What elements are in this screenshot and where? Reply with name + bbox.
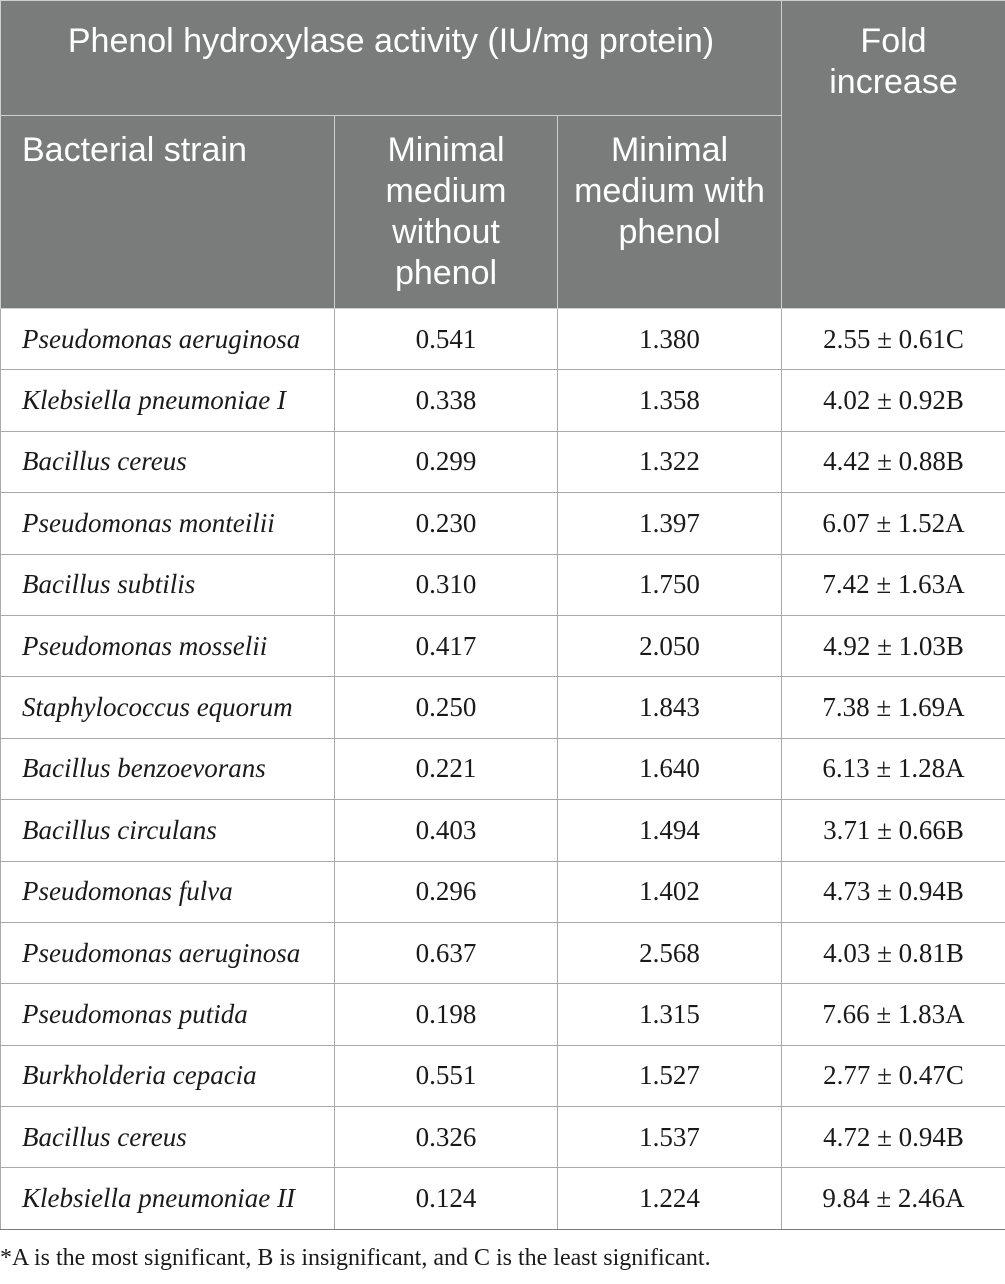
with-phenol-cell: 2.050 — [558, 615, 782, 676]
with-phenol-cell: 1.315 — [558, 984, 782, 1045]
without-phenol-cell: 0.338 — [335, 370, 558, 431]
strain-cell: Staphylococcus equorum — [1, 677, 335, 738]
without-phenol-cell: 0.551 — [335, 1045, 558, 1106]
fold-increase-cell: 7.66 ± 1.83A — [782, 984, 1005, 1045]
fold-increase-cell: 6.07 ± 1.52A — [782, 493, 1005, 554]
table-body — [1, 309, 1005, 1230]
with-phenol-cell: 1.358 — [558, 370, 782, 431]
fold-increase-cell: 2.77 ± 0.47C — [782, 1045, 1005, 1106]
strain-cell: Bacillus subtilis — [1, 554, 335, 615]
strain-cell: Burkholderia cepacia — [1, 1045, 335, 1106]
table-row — [1, 922, 1005, 983]
fold-increase-header: Fold increase — [782, 1, 1005, 309]
strain-cell: Bacillus cereus — [1, 431, 335, 492]
with-phenol-cell: 1.527 — [558, 1045, 782, 1106]
fold-increase-cell: 3.71 ± 0.66B — [782, 800, 1005, 861]
table-row — [1, 1107, 1005, 1168]
table-row — [1, 431, 1005, 492]
without-phenol-cell: 0.637 — [335, 922, 558, 983]
with-phenol-cell: 1.380 — [558, 309, 782, 370]
without-phenol-cell: 0.198 — [335, 984, 558, 1045]
strain-cell: Klebsiella pneumoniae I — [1, 370, 335, 431]
without-phenol-cell: 0.230 — [335, 493, 558, 554]
table-row — [1, 677, 1005, 738]
without-phenol-cell: 0.417 — [335, 615, 558, 676]
fold-increase-cell: 4.03 ± 0.81B — [782, 922, 1005, 983]
with-phenol-cell: 1.537 — [558, 1107, 782, 1168]
strain-cell: Bacillus cereus — [1, 1107, 335, 1168]
table-footnote: *A is the most significant, B is insignificant, and C is the least significant. — [0, 1245, 711, 1271]
with-phenol-cell: 1.322 — [558, 431, 782, 492]
strain-cell: Pseudomonas aeruginosa — [1, 922, 335, 983]
table-row — [1, 800, 1005, 861]
without-phenol-cell: 0.403 — [335, 800, 558, 861]
fold-increase-cell: 4.42 ± 0.88B — [782, 431, 1005, 492]
fold-increase-cell: 7.42 ± 1.63A — [782, 554, 1005, 615]
without-phenol-cell: 0.326 — [335, 1107, 558, 1168]
strain-cell: Pseudomonas fulva — [1, 861, 335, 922]
fold-increase-cell: 4.02 ± 0.92B — [782, 370, 1005, 431]
without-phenol-cell: 0.296 — [335, 861, 558, 922]
without-phenol-cell: 0.221 — [335, 738, 558, 799]
without-phenol-cell: 0.250 — [335, 677, 558, 738]
fold-increase-cell: 4.72 ± 0.94B — [782, 1107, 1005, 1168]
strain-cell: Pseudomonas putida — [1, 984, 335, 1045]
table-row — [1, 1045, 1005, 1106]
with-phenol-cell: 1.224 — [558, 1168, 782, 1229]
with-phenol-cell: 1.843 — [558, 677, 782, 738]
table-row — [1, 493, 1005, 554]
table-row — [1, 984, 1005, 1045]
fold-increase-cell: 2.55 ± 0.61C — [782, 309, 1005, 370]
fold-increase-cell: 4.92 ± 1.03B — [782, 615, 1005, 676]
table-row — [1, 738, 1005, 799]
without-phenol-cell: 0.310 — [335, 554, 558, 615]
with-phenol-cell: 2.568 — [558, 922, 782, 983]
without-phenol-cell: 0.541 — [335, 309, 558, 370]
with-phenol-cell: 1.402 — [558, 861, 782, 922]
table-row — [1, 615, 1005, 676]
with-phenol-header: Minimal medium with phenol — [558, 116, 782, 309]
without-phenol-header: Minimal medium without phenol — [335, 116, 558, 309]
table-row — [1, 1168, 1005, 1229]
table-row — [1, 554, 1005, 615]
strain-cell: Pseudomonas monteilii — [1, 493, 335, 554]
fold-increase-cell: 4.73 ± 0.94B — [782, 861, 1005, 922]
with-phenol-cell: 1.494 — [558, 800, 782, 861]
with-phenol-cell: 1.640 — [558, 738, 782, 799]
table-row — [1, 861, 1005, 922]
table-row — [1, 309, 1005, 370]
table-header — [1, 1, 1005, 309]
without-phenol-cell: 0.124 — [335, 1168, 558, 1229]
strain-cell: Klebsiella pneumoniae II — [1, 1168, 335, 1229]
fold-increase-cell: 7.38 ± 1.69A — [782, 677, 1005, 738]
with-phenol-cell: 1.750 — [558, 554, 782, 615]
without-phenol-cell: 0.299 — [335, 431, 558, 492]
strain-cell: Pseudomonas aeruginosa — [1, 309, 335, 370]
activity-group-header: Phenol hydroxylase activity (IU/mg protein) — [1, 1, 782, 116]
strain-cell: Bacillus benzoevorans — [1, 738, 335, 799]
fold-increase-cell: 6.13 ± 1.28A — [782, 738, 1005, 799]
strain-cell: Bacillus circulans — [1, 800, 335, 861]
strain-cell: Pseudomonas mosselii — [1, 615, 335, 676]
table-row — [1, 370, 1005, 431]
with-phenol-cell: 1.397 — [558, 493, 782, 554]
fold-increase-cell: 9.84 ± 2.46A — [782, 1168, 1005, 1229]
bacterial-strain-header: Bacterial strain — [1, 116, 335, 309]
